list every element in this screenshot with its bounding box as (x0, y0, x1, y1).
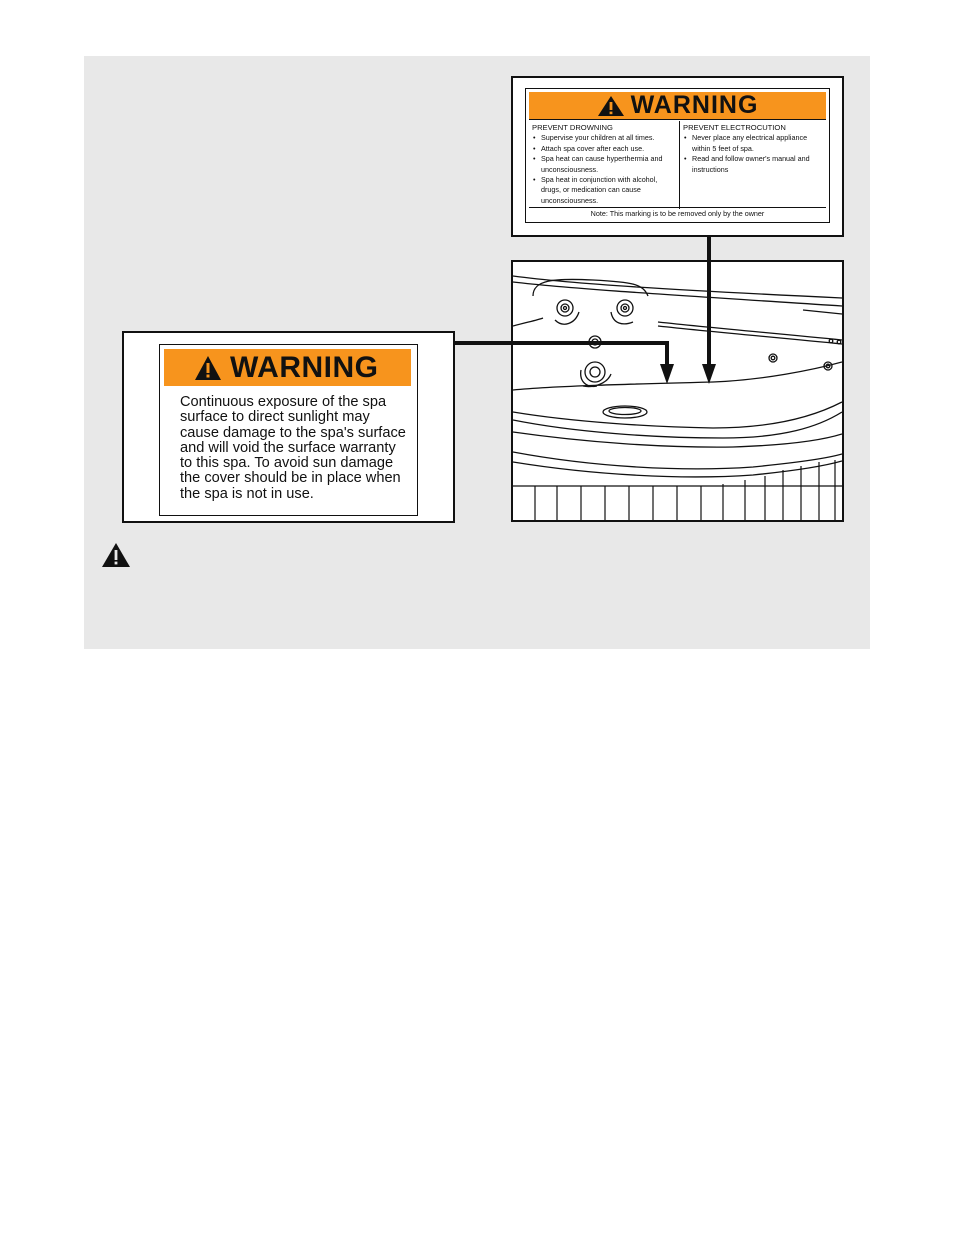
list-item: • Spa heat can cause hyperthermia and unconsciousness. (532, 154, 676, 175)
spa-illustration (511, 260, 844, 522)
drowning-list (532, 133, 676, 206)
drowning-column (529, 121, 680, 209)
warning-triangle-icon (597, 95, 625, 117)
list-item: • Never place any electrical appliance within 5 feet of spa. (683, 133, 823, 154)
electrocution-heading: PREVENT ELECTROCUTION (683, 123, 786, 132)
decal-inner-border (525, 88, 830, 223)
warning-decal-drowning-electrocution (511, 76, 844, 237)
list-item: • Spa heat in conjunction with alcohol, drugs, or medication can cause unconsciousness. (532, 175, 676, 206)
decal-inner-border (159, 344, 418, 516)
drowning-heading: PREVENT DROWNING (532, 123, 613, 132)
warning-triangle-icon (101, 542, 131, 568)
list-item: • Supervise your children at all times. (532, 133, 676, 143)
sun-damage-warning-text: Continuous exposure of the spa surface to direct sunlight may cause damage to the spa's surface and will void the surface warranty to this spa. To avoid sun damage the cover should be in place when the spa is not in use. (180, 394, 406, 502)
spa-drawing (513, 262, 842, 520)
electrocution-column (680, 121, 826, 209)
decal-columns (529, 121, 826, 209)
removal-note: Note: This marking is to be removed only by the owner (529, 207, 826, 219)
electrocution-list (683, 133, 823, 175)
warning-banner-text: WARNING (230, 350, 379, 384)
warning-banner (529, 92, 826, 120)
warning-banner (164, 349, 411, 386)
warning-decal-sun-damage (122, 331, 455, 523)
list-item: • Read and follow owner's manual and instructions (683, 154, 823, 175)
warning-triangle-icon (194, 355, 222, 381)
warning-banner-text: WARNING (630, 91, 759, 119)
list-item: • Attach spa cover after each use. (532, 144, 676, 154)
